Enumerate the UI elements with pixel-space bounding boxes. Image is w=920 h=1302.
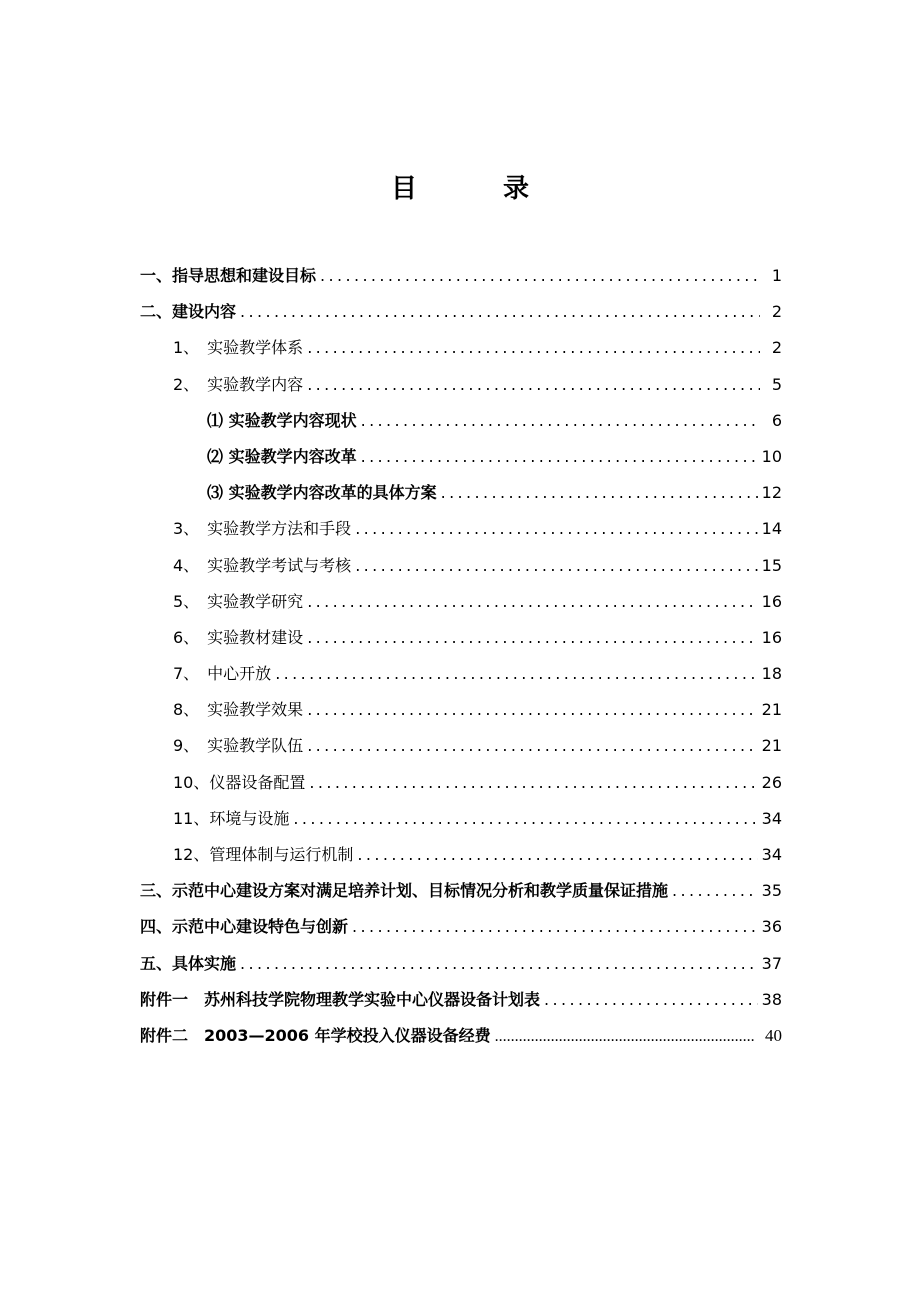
toc-entry-label: 9、 实验教学队伍 xyxy=(173,736,304,756)
toc-entry-label: 附件一 苏州科技学院物理教学实验中心仪器设备计划表 xyxy=(140,989,541,1009)
toc-entry[interactable] xyxy=(140,367,782,403)
toc-entry-label: 8、 实验教学效果 xyxy=(173,700,304,720)
toc-entry-label: 7、 中心开放 xyxy=(173,664,272,684)
toc-entry-label: ⑵ 实验教学内容改革 xyxy=(207,446,357,466)
toc-entry[interactable] xyxy=(140,873,782,909)
toc-page-number: 38 xyxy=(761,989,782,1009)
toc-entry[interactable] xyxy=(140,728,782,764)
toc-entry-label: 5、 实验教学研究 xyxy=(173,591,304,611)
toc-entry[interactable] xyxy=(140,801,782,837)
toc-entry[interactable] xyxy=(140,837,782,873)
toc-page-number: 2 xyxy=(771,302,782,322)
toc-entry[interactable] xyxy=(140,1018,782,1054)
toc-dot-leader xyxy=(307,584,757,620)
toc-dot-leader xyxy=(307,728,757,764)
toc-dot-leader xyxy=(275,656,757,692)
toc-dot-leader xyxy=(357,837,757,873)
toc-entry[interactable] xyxy=(140,439,782,475)
toc-entry[interactable] xyxy=(140,258,782,294)
toc-page-number: 5 xyxy=(771,374,782,394)
toc-entry-label: 附件二 2003—2006 年学校投入仪器设备经费 xyxy=(140,1025,491,1045)
toc-entry-label: 10、仪器设备配置 xyxy=(173,772,306,792)
toc-entry[interactable] xyxy=(140,946,782,982)
toc-entry[interactable] xyxy=(140,475,782,511)
toc-entry[interactable] xyxy=(140,982,782,1018)
toc-page-number: 26 xyxy=(761,772,782,792)
toc-dot-leader xyxy=(309,765,757,801)
toc-page-number: 21 xyxy=(761,736,782,756)
toc-page-number: 15 xyxy=(761,555,782,575)
toc-dot-leader xyxy=(495,1019,754,1055)
toc-page-number: 14 xyxy=(761,519,782,539)
toc-dot-leader xyxy=(307,330,760,366)
toc-page-number: 12 xyxy=(761,483,782,503)
toc-entry-label: 一、指导思想和建设目标 xyxy=(140,266,317,285)
toc-entry-label: 五、具体实施 xyxy=(140,953,237,973)
toc-entry-label: 6、 实验教材建设 xyxy=(173,627,304,647)
toc-dot-leader xyxy=(352,909,758,945)
toc-dot-leader xyxy=(307,620,757,656)
toc-page-number: 34 xyxy=(761,808,782,828)
toc-entry-label: 12、管理体制与运行机制 xyxy=(173,845,354,864)
toc-dot-leader xyxy=(355,548,757,584)
toc-entry-label: ⑴ 实验教学内容现状 xyxy=(207,410,357,430)
toc-entry[interactable] xyxy=(140,620,782,656)
toc-entry[interactable] xyxy=(140,692,782,728)
toc-entry[interactable] xyxy=(140,511,782,547)
toc-entry-label: 1、 实验教学体系 xyxy=(173,338,304,358)
toc-dot-leader xyxy=(544,982,758,1018)
toc-page-number: 10 xyxy=(761,446,782,466)
toc-page-number: 16 xyxy=(761,591,782,611)
toc-page-number: 1 xyxy=(771,266,782,285)
toc-entry-label: 11、环境与设施 xyxy=(173,808,290,828)
toc-entry-label: 2、 实验教学内容 xyxy=(173,374,304,394)
table-of-contents xyxy=(140,258,782,1054)
toc-entry[interactable] xyxy=(140,656,782,692)
toc-page-number: 6 xyxy=(771,410,782,430)
toc-dot-leader xyxy=(320,258,760,294)
toc-page-number: 21 xyxy=(761,700,782,720)
toc-entry-label: 4、 实验教学考试与考核 xyxy=(173,555,352,575)
toc-dot-leader xyxy=(307,692,757,728)
toc-dot-leader xyxy=(361,439,758,475)
toc-entry-label: 3、 实验教学方法和手段 xyxy=(173,519,352,539)
toc-entry[interactable] xyxy=(140,294,782,330)
toc-dot-leader xyxy=(355,511,757,547)
toc-entry[interactable] xyxy=(140,765,782,801)
toc-page-number: 37 xyxy=(761,953,782,973)
toc-page-number: 34 xyxy=(761,845,782,864)
toc-dot-leader xyxy=(240,294,760,330)
toc-page-number: 2 xyxy=(771,338,782,358)
toc-entry[interactable] xyxy=(140,548,782,584)
toc-dot-leader xyxy=(293,801,757,837)
toc-dot-leader xyxy=(307,367,760,403)
toc-dot-leader xyxy=(361,403,760,439)
toc-page-number: 40 xyxy=(765,1025,782,1045)
toc-dot-leader xyxy=(441,475,758,511)
toc-entry-label: 二、建设内容 xyxy=(140,302,237,322)
toc-entry-label: 三、示范中心建设方案对满足培养计划、目标情况分析和教学质量保证措施 xyxy=(140,881,669,901)
toc-page-number: 18 xyxy=(761,664,782,684)
toc-dot-leader xyxy=(672,873,758,909)
toc-entry-label: 四、示范中心建设特色与创新 xyxy=(140,917,349,937)
toc-entry[interactable] xyxy=(140,330,782,366)
toc-entry-label: ⑶ 实验教学内容改革的具体方案 xyxy=(207,483,437,503)
toc-entry[interactable] xyxy=(140,909,782,945)
toc-dot-leader xyxy=(240,946,758,982)
toc-entry[interactable] xyxy=(140,403,782,439)
toc-page-number: 16 xyxy=(761,627,782,647)
toc-page-number: 36 xyxy=(761,917,782,937)
page-title: 目 录 xyxy=(390,174,559,204)
toc-page-number: 35 xyxy=(761,881,782,901)
toc-entry[interactable] xyxy=(140,584,782,620)
